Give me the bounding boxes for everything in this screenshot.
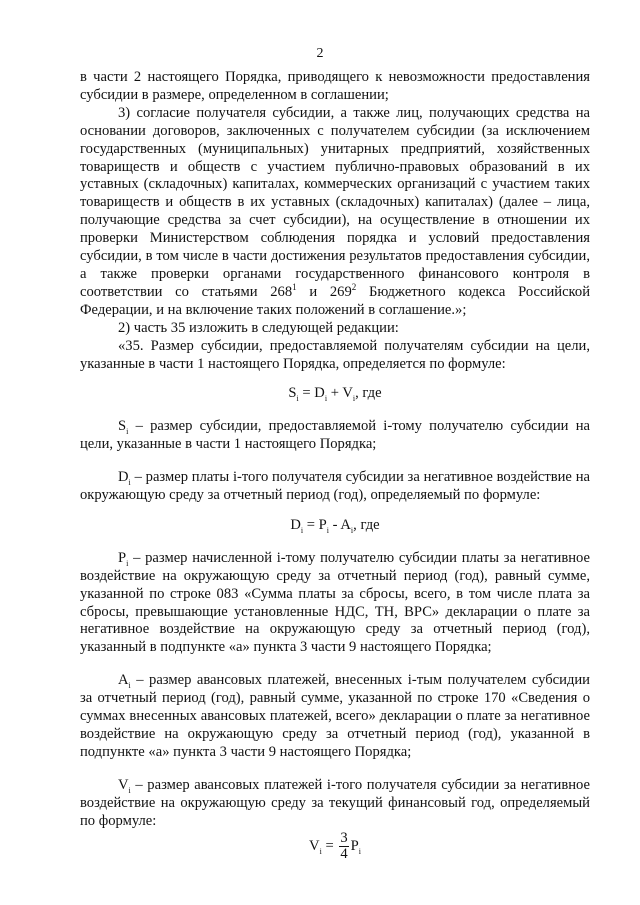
formula-advance: $V_i$ = $\frac{3}{4}$ $P_i$ <box>309 829 361 862</box>
superscript-1: 1 <box>292 282 297 293</box>
definition-p: $P_i$ – размер начисленной i-тому получателю субсидии платы за негативное воздействие на окружающую среду за отчетный период (год), равный сумме, указанной по строке 083 «Сумма платы за сбросы, всего, в том числе плата за сбросы, превышающие установленные НДС, ТН, ВРС» декларации о плате за негативное воздействие на окружающую среду за отчетный период (год), указанный в подпункте «а» пункта 3 части 9 настоящего Порядка; <box>80 549 590 656</box>
paragraph-item-2: 2) часть 35 изложить в следующей редакции: <box>118 319 399 336</box>
definition-v: $V_i$ – размер авансовых платежей i-того получателя субсидии за негативное воздействие на окружающую среду за текущий финансовый год, определяемый по формуле: <box>80 776 590 829</box>
definition-d: $D_i$ – размер платы i-того получателя субсидии за негативное воздействие на окружающую среду за отчетный период (год), определяемый по формуле: <box>80 469 590 504</box>
item-3-text: 3) согласие получателя субсидии, а также лиц, получающих средства на основании договоров, заключенных с получателем субсидии (за исключением государственных (муниципальных) унитарных предприятий, хозяйственных товариществ и обществ с участием публично-правовых образований в их уставных (складочных) капиталах, коммерческих организаций с участием таких товариществ и обществ в их уставных (складочных) капиталах) (далее – лица, получающие средства за счет субсидии), на осуществление в отношении их проверки Министерством соблюдения порядка и условий предоставления субсидии, в том числе в части достижения результатов предоставления субсидии, а также проверки органами государственного финансового контроля в соответствии со статьями 268 <box>80 104 590 300</box>
item-3-text-end: Бюджетного кодекса Российской Федерации, и на включение таких положений в соглашение.»; <box>80 283 591 318</box>
paragraph-item-3 <box>80 105 590 320</box>
formula-subsidy: $S_i = D_i + V_i$, где <box>288 385 382 404</box>
paragraph-continuation: в части 2 настоящего Порядка, приводящего к невозможности предоставления субсидии в размере, определенном в соглашении; <box>80 69 590 103</box>
definition-a: $A_i$ – размер авансовых платежей, внесенных i-тым получателем субсидии за отчетный период (год), равный сумме, указанной по строке 170 «Сведения о суммах внесенных авансовых платежей, всего» декларации о плате за негативное воздействие на окружающую среду за отчетный период (год), указанной в подпункте «а» пункта 3 части 9 настоящего Порядка; <box>80 672 590 760</box>
definition-s: $S_i$ – размер субсидии, предоставляемой i-тому получателю субсидии на цели, указанные в части 1 настоящего Порядка; <box>80 418 590 453</box>
document-body <box>80 69 590 862</box>
paragraph-35: «35. Размер субсидии, предоставляемой получателям субсидии на цели, указанные в части 1 настоящего Порядка, определяется по формуле: <box>80 337 590 372</box>
and-text: и 269 <box>296 283 352 300</box>
superscript-2: 2 <box>351 282 357 293</box>
fraction: $\frac{3}{4}$ <box>340 829 348 862</box>
formula-payment: $D_i = P_i - A_i$, где <box>290 516 380 535</box>
page-number: 2 <box>316 46 324 61</box>
